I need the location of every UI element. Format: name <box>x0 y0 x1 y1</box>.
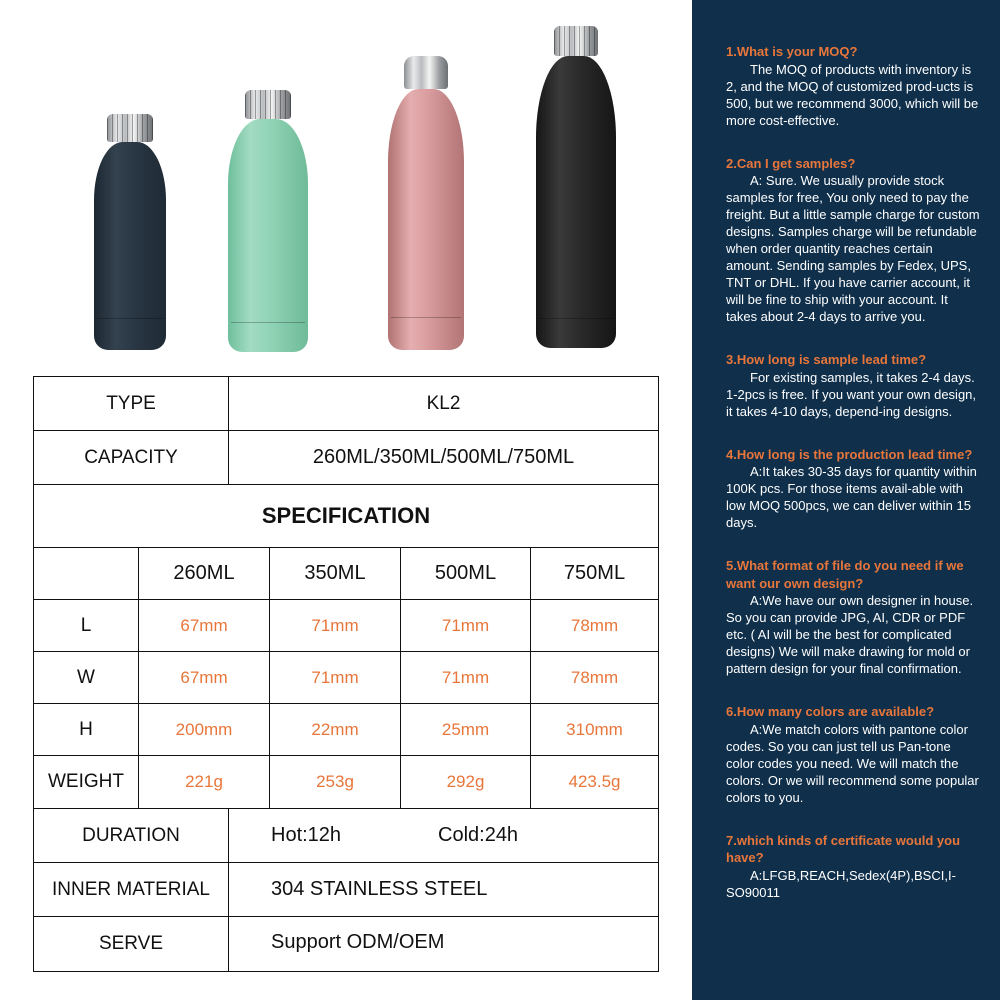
capacity-label: CAPACITY <box>84 446 178 468</box>
spec-table <box>33 376 659 972</box>
faq-answer: A:LFGB,REACH,Sedex(4P),BSCI,I-SO90011 <box>726 867 956 900</box>
bottle-cap <box>107 114 153 142</box>
duration-hot: Hot:12h <box>271 824 342 846</box>
inner-material-value: 304 STAINLESS STEEL <box>228 863 658 916</box>
table-row-type <box>34 377 658 431</box>
serve-value: Support ODM/OEM <box>228 917 658 971</box>
faq-question: 1.What is your MOQ? <box>726 44 858 59</box>
table-row <box>34 652 658 704</box>
faq-item <box>726 43 982 129</box>
row-value: 221g <box>138 756 269 808</box>
faq-item <box>726 351 982 420</box>
bottle-350ml <box>228 90 308 352</box>
faq-answer: A:We have our own designer in house. So you can provide JPG, AI, CDR or PDF etc. ( AI will be the best for complicated designs) We will make drawing for mold or pattern design for your final confirmation. <box>726 593 974 676</box>
faq-answer: A: Sure. We usually provide stock samples for free, You only need to pay the freight. But a little sample charge for custom designs. Samples charge will be refundable when order quantity reaches certain amount. Sending samples by Fedex, UPS, TNT or DHL. If you have carrier account, it will be fine to ship with your account. It takes about 2-4 days to arrive you. <box>726 173 980 324</box>
table-row-capacity-headers <box>34 548 658 600</box>
faq-item <box>726 832 982 901</box>
faq-answer: The MOQ of products with inventory is 2, and the MOQ of customized prod-ucts is 500, but we recommend 3000, which will be more cost-effective. <box>726 61 979 128</box>
faq-panel <box>692 0 1000 1000</box>
duration-values <box>228 809 658 862</box>
row-value: 78mm <box>530 652 658 703</box>
column-header: 260ML <box>138 548 269 599</box>
faq-question: 7.which kinds of certificate would you have? <box>726 832 961 865</box>
faq-answer: For existing samples, it takes 2-4 days. 1-2pcs is free. If you want your own design, it takes 4-10 days, depend-ing designs. <box>726 369 977 419</box>
faq-question: 6.How many colors are available? <box>726 704 935 719</box>
bottle-cap <box>245 90 291 119</box>
type-label: TYPE <box>106 392 156 414</box>
row-value: 78mm <box>530 600 658 651</box>
row-label: W <box>77 666 95 688</box>
duration-cold: Cold:24h <box>438 824 519 846</box>
bottle-cap <box>554 26 598 56</box>
capacity-value: 260ML/350ML/500ML/750ML <box>228 431 658 484</box>
bottle-body <box>94 142 166 350</box>
faq-question: 4.How long is the production lead time? <box>726 446 973 462</box>
row-value: 25mm <box>400 704 530 755</box>
faq-item <box>726 446 982 532</box>
row-value: 71mm <box>400 600 530 651</box>
table-row <box>34 756 658 809</box>
row-value: 310mm <box>530 704 658 755</box>
table-row-inner-material <box>34 863 658 917</box>
column-header: 500ML <box>400 548 530 599</box>
column-header: 750ML <box>530 548 658 599</box>
faq-item <box>726 557 982 677</box>
faq-item <box>726 155 982 326</box>
bottle-260ml <box>94 114 166 350</box>
row-value: 200mm <box>138 704 269 755</box>
bottle-750ml <box>536 26 616 348</box>
row-value: 423.5g <box>530 756 658 808</box>
row-value: 22mm <box>269 704 400 755</box>
serve-label: SERVE <box>98 933 164 954</box>
header-empty <box>34 548 138 599</box>
bottle-cap <box>404 56 448 89</box>
inner-material-label: INNER MATERIAL <box>51 878 210 900</box>
faq-question: 2.Can I get samples? <box>726 155 856 171</box>
bottle-500ml <box>388 56 464 350</box>
faq-answer: A:We match colors with pantone color codes. So you can just tell us Pan-tone color codes you need. We will match the colors. Or we will recommend some popular colors to you. <box>726 721 979 805</box>
row-value: 71mm <box>269 652 400 703</box>
table-row <box>34 600 658 652</box>
table-row-spec-title <box>34 485 658 548</box>
row-label: H <box>79 718 93 740</box>
bottle-body <box>228 119 308 352</box>
type-value: KL2 <box>228 377 658 430</box>
table-row-capacity <box>34 431 658 485</box>
faq-question: 3.How long is sample lead time? <box>726 352 927 367</box>
row-value: 67mm <box>138 600 269 651</box>
table-row <box>34 704 658 756</box>
faq-item <box>726 703 982 806</box>
row-value: 71mm <box>269 600 400 651</box>
row-value: 253g <box>269 756 400 808</box>
faq-answer: A:It takes 30-35 days for quantity within 100K pcs. For those items avail-able with low MOQ 500pcs, we can deliver within 15 days. <box>726 464 977 530</box>
row-value: 71mm <box>400 652 530 703</box>
bottle-body <box>388 89 464 350</box>
table-row-duration <box>34 809 658 863</box>
column-header: 350ML <box>269 548 400 599</box>
bottle-body <box>536 56 616 348</box>
row-value: 292g <box>400 756 530 808</box>
spec-title: SPECIFICATION <box>261 503 431 528</box>
row-label: L <box>80 614 92 636</box>
table-row-serve <box>34 917 658 971</box>
row-value: 67mm <box>138 652 269 703</box>
product-photo <box>0 0 692 370</box>
faq-question: 5.What format of file do you need if we want our own design? <box>726 558 964 591</box>
row-label: WEIGHT <box>48 771 124 792</box>
duration-label: DURATION <box>82 824 180 846</box>
